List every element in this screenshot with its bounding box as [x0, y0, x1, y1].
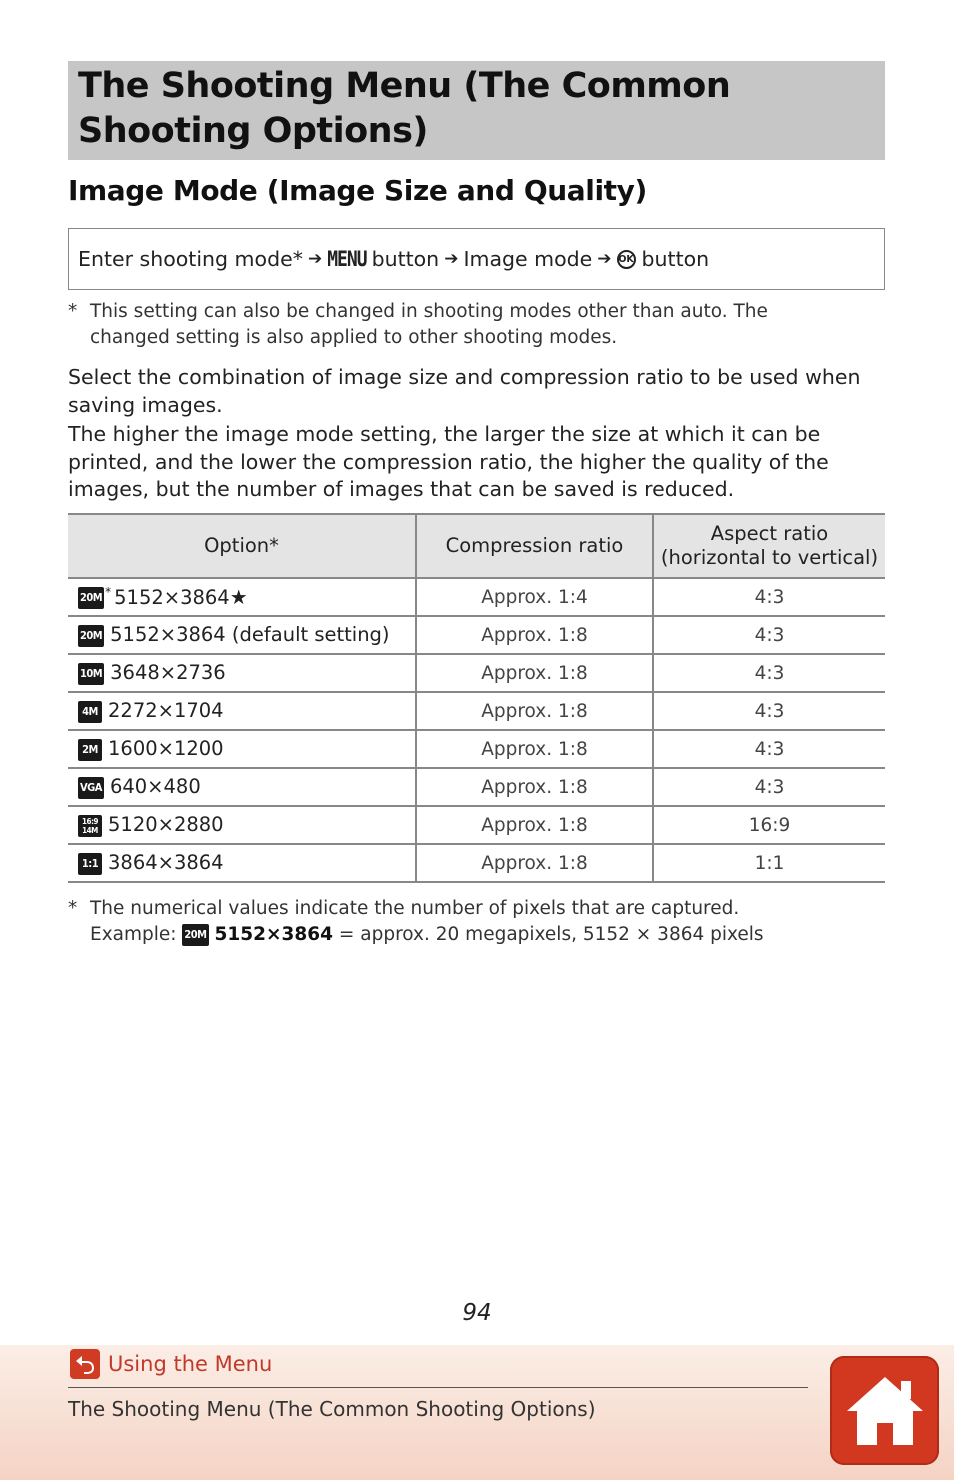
header-aspect [653, 514, 885, 578]
footer-divider [68, 1387, 808, 1388]
menu-path-box [68, 228, 885, 290]
option-cell [68, 730, 416, 768]
footnote-text: This setting can also be changed in shooting modes other than auto. The changed setting is also applied to other shooting modes. [90, 301, 768, 348]
footnote-pixels [68, 896, 868, 948]
compression-cell: Approx. 1:8 [416, 806, 653, 844]
header-compression: Compression ratio [416, 514, 653, 578]
compression-cell: Approx. 1:4 [416, 578, 653, 616]
ok-button-icon: OK [617, 250, 636, 269]
image-mode-table [68, 513, 885, 883]
fine-quality-star-icon: ★ [229, 584, 248, 609]
footnote-line1: The numerical values indicate the number of pixels that are captured. [90, 898, 740, 919]
option-cell [68, 692, 416, 730]
aspect-cell: 4:3 [653, 692, 885, 730]
option-size: 5152×3864 [114, 585, 230, 609]
footnote-asterisk: * [68, 898, 78, 919]
image-mode-vga-icon: VGA [78, 777, 104, 799]
table-row [68, 806, 885, 844]
arrow-right-icon: ➔ [307, 249, 323, 269]
compression-cell: Approx. 1:8 [416, 844, 653, 882]
table-row [68, 768, 885, 806]
image-mode-20m-icon: 20M [78, 587, 104, 609]
option-size: 1600×1200 [108, 737, 224, 761]
section-title: Image Mode (Image Size and Quality) [68, 174, 647, 207]
option-cell [68, 578, 416, 616]
footnote-text [90, 896, 868, 948]
back-link-label[interactable]: Using the Menu [108, 1352, 273, 1376]
back-arrow-icon[interactable] [70, 1349, 100, 1379]
example-label: Example: [90, 924, 177, 945]
aspect-cell: 16:9 [653, 806, 885, 844]
table-row [68, 692, 885, 730]
aspect-cell: 4:3 [653, 654, 885, 692]
header-option: Option* [68, 514, 416, 578]
arrow-right-icon: ➔ [444, 249, 459, 269]
home-button[interactable] [830, 1356, 939, 1465]
aspect-cell: 4:3 [653, 768, 885, 806]
option-cell [68, 806, 416, 844]
table-row [68, 730, 885, 768]
table-row [68, 654, 885, 692]
table-header-row [68, 514, 885, 578]
option-cell [68, 654, 416, 692]
compression-cell: Approx. 1:8 [416, 616, 653, 654]
image-mode-2m-icon: 2M [78, 739, 102, 761]
intro-paragraph: Select the combination of image size and compression ratio to be used when saving images. [68, 365, 861, 417]
table-row [68, 578, 885, 616]
home-icon[interactable] [841, 1371, 929, 1451]
option-cell [68, 768, 416, 806]
aspect-cell: 4:3 [653, 616, 885, 654]
example-size: 5152×3864 [214, 924, 333, 945]
image-mode-16x9-icon [78, 815, 102, 837]
icon-bottom-text: 14M [82, 825, 98, 835]
image-mode-20m-icon: 20M [182, 924, 208, 946]
compression-cell: Approx. 1:8 [416, 768, 653, 806]
header-aspect-line1: Aspect ratio [710, 522, 829, 545]
table-row [68, 616, 885, 654]
footer-section-title: The Shooting Menu (The Common Shooting Options) [68, 1397, 596, 1421]
path-step-shooting-mode: Enter shooting mode* [78, 247, 303, 271]
table-row [68, 844, 885, 882]
aspect-cell: 1:1 [653, 844, 885, 882]
footnote-asterisk: * [68, 301, 78, 322]
title-bar [68, 61, 885, 160]
option-size: 5120×2880 [108, 813, 224, 837]
compression-cell: Approx. 1:8 [416, 730, 653, 768]
image-mode-1x1-icon: 1:1 [78, 853, 102, 875]
path-step-button: button [371, 247, 440, 271]
page-number: 94 [462, 1300, 492, 1326]
header-aspect-line2: (horizontal to vertical) [660, 546, 879, 569]
option-asterisk: * [105, 584, 112, 599]
option-size: 3864×3864 [108, 851, 224, 875]
option-size: 2272×1704 [108, 699, 224, 723]
compression-cell: Approx. 1:8 [416, 654, 653, 692]
page-title: The Shooting Menu (The Common Shooting Options) [78, 66, 731, 151]
arrow-right-icon: ➔ [597, 249, 612, 269]
back-link[interactable] [70, 1349, 272, 1379]
footnote-setting [68, 299, 848, 351]
option-size: 5152×3864 (default setting) [110, 623, 390, 647]
example-rest: = approx. 20 megapixels, 5152 × 3864 pixels [338, 924, 764, 945]
icon-top-text: 16:9 [82, 816, 98, 826]
option-cell [68, 844, 416, 882]
path-step-image-mode: Image mode [463, 247, 593, 271]
image-mode-20m-icon: 20M [78, 625, 104, 647]
option-size: 640×480 [109, 775, 201, 799]
aspect-cell: 4:3 [653, 730, 885, 768]
image-mode-10m-icon: 10M [78, 663, 104, 685]
detail-paragraph: The higher the image mode setting, the larger the size at which it can be printed, and the lower the compression ratio, the higher the quality of the images, but the number of images that can be saved is reduced. [68, 422, 829, 501]
option-cell [68, 616, 416, 654]
image-mode-4m-icon: 4M [78, 701, 102, 723]
option-size: 3648×2736 [110, 661, 226, 685]
path-step-ok-button: button [641, 247, 710, 271]
compression-cell: Approx. 1:8 [416, 692, 653, 730]
menu-button-icon: MENU [327, 246, 367, 272]
aspect-cell: 4:3 [653, 578, 885, 616]
